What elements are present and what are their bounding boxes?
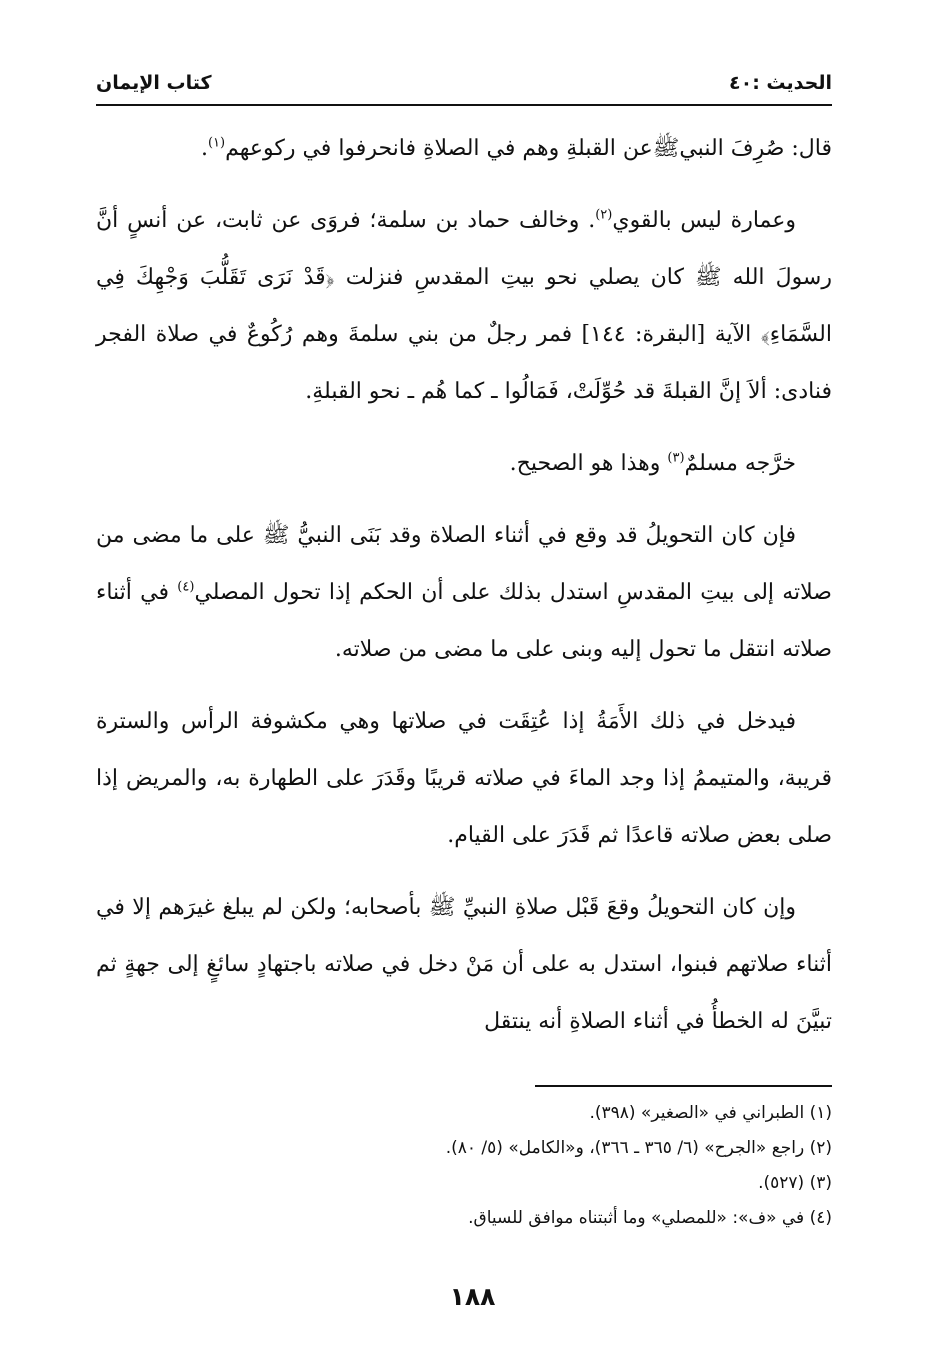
paragraph: وعمارة ليس بالقوي$^{(٢)}$. وخالف حماد بن سلمة؛ فروَى عن ثابت، عن أنسٍ أنَّ رسولَ الله ﷺ كان يصلي نحو بيتِ المقدسِ فنزلت ﴿قَدْ نَرَى تَقَلُّبَ وَجْهِكَ فِي السَّمَاءِ﴾ الآية [البقرة: ١٤٤] فمر رجلٌ من بني سلمةَ وهم رُكُوعٌ في صلاة الفجر فنادى: ألاَ إنَّ القبلةَ قد حُوِّلَتْ، فَمَالُوا ـ كما هُم ـ نحو القبلةِ. (96, 207, 832, 404)
footnotes (96, 1096, 832, 1236)
footnote-1: (١) الطبراني في «الصغير» (٣٩٨). (589, 1103, 832, 1123)
footnote-4: (٤) في «ف»: «للمصلي» وما أثبتناه موافق للسياق. (468, 1208, 832, 1228)
footnote-3: (٣) (٥٢٧). (758, 1173, 832, 1193)
paragraph: وإن كان التحويلُ وقعَ قَبْل صلاةِ النبيِّ ﷺ بأصحابه؛ ولكن لم يبلغ غيرَهم إلا في أثناء صلاتهم فبنوا، استدل به على أن مَنْ دخل في صلاته باجتهادٍ سائغٍ إلى جهةٍ ثم تبيَّنَ له الخطأُ في أثناء الصلاةِ أنه ينتقل (96, 895, 832, 1034)
paragraph: خرَّجه مسلمٌ$^{(٣)}$ وهذا هو الصحيح. (509, 450, 796, 476)
hadith-label: الحديث :٤٠ (729, 72, 832, 94)
footnote-2: (٢) راجع «الجرح» (٦/ ٣٦٥ ـ ٣٦٦)، و«الكامل» (٥/ ٨٠). (445, 1138, 832, 1158)
main-text (96, 120, 832, 1050)
book-title: كتاب الإيمان (96, 72, 212, 94)
footnote-ref[interactable]: (٢) (595, 207, 613, 223)
footnote-ref[interactable]: (١) (207, 135, 226, 151)
running-header (96, 66, 832, 100)
page-number: ١٨٨ (449, 1282, 496, 1311)
paragraph: فإن كان التحويلُ قد وقع في أثناء الصلاة وقد بَنَى النبيُّ ﷺ على ما مضى من صلاته إلى بيتِ المقدسِ استدل بذلك على أن الحكم إذا تحول المصلي$^{(٤)}$ في أثناء صلاته انتقل ما تحول إليه وبنى على ما مضى من صلاته. (96, 523, 832, 662)
header-rule (96, 104, 832, 106)
paragraph: قال: صُرِفَ النبيﷺعن القبلةِ وهم في الصلاةِ فانحرفوا في ركوعهم$^{(١)}$. (200, 135, 832, 161)
footnote-rule (535, 1085, 832, 1087)
paragraph: فيدخل في ذلك الأَمَةُ إذا عُتِقَت في صلاتها وهي مكشوفة الرأس والسترة قريبة، والمتيممُ إذا وجد الماءَ في صلاته قريبًا وقَدَرَ على الطهارة به، والمريض إذا صلى بعض صلاته قاعدًا ثم قَدَرَ على القيام. (96, 709, 832, 848)
footnote-ref[interactable]: (٣) (667, 450, 685, 466)
footnote-ref[interactable]: (٤) (177, 579, 195, 595)
